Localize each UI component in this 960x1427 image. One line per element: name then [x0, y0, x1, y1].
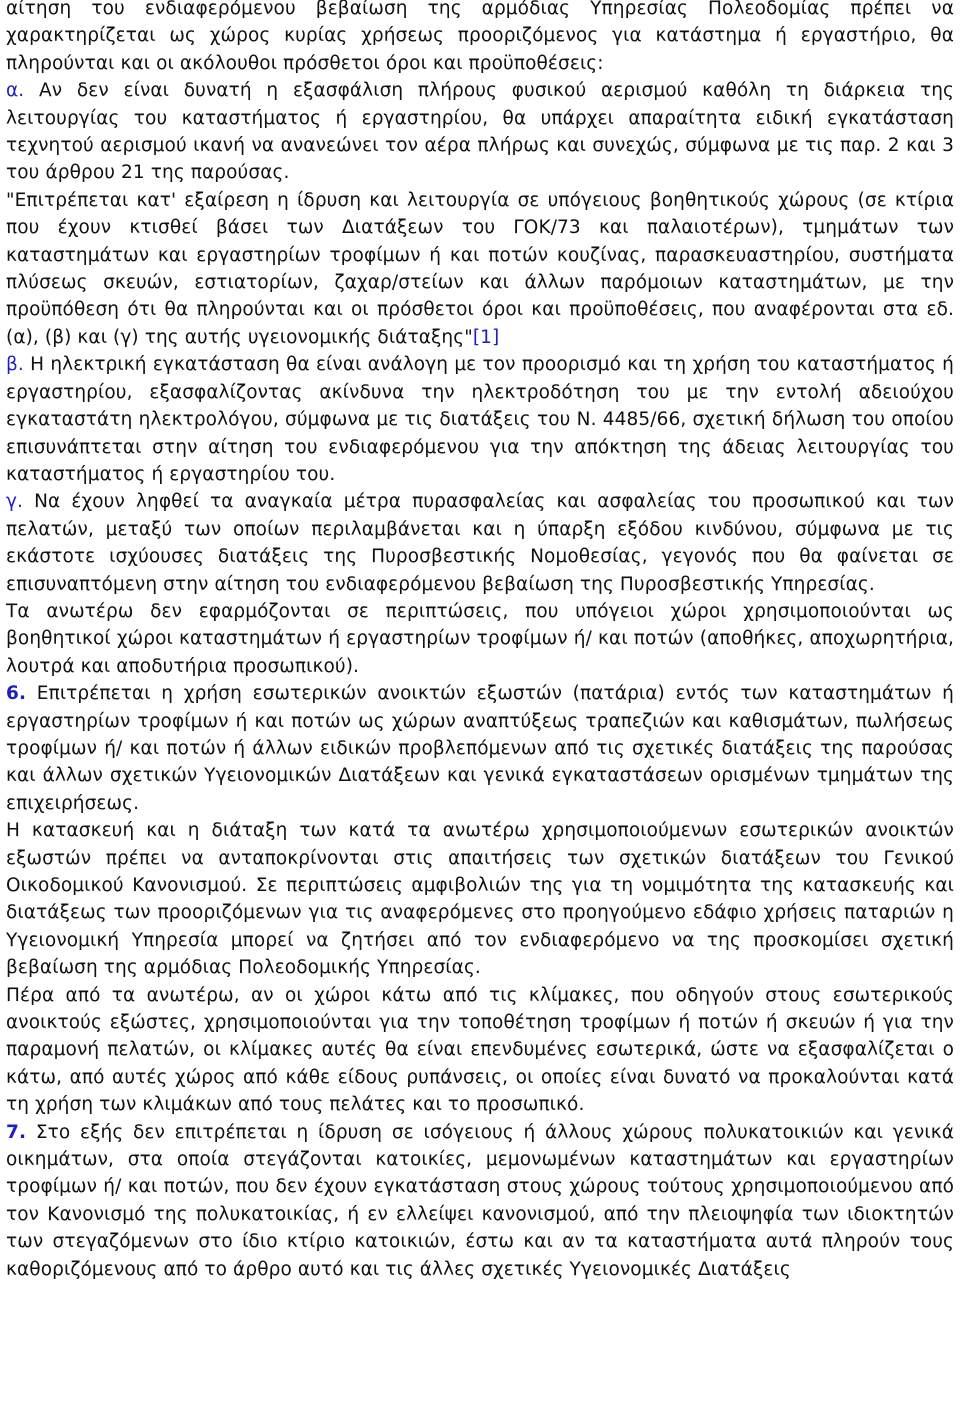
paragraph-text: Στο εξής δεν επιτρέπεται η ίδρυση σε ισόγειους ή άλλους χώρους πολυκατοικιών και γενικά οικημάτων, στα οποία στεγάζονται κατοικίες, μεμονωμένων καταστημάτων και εργαστηρίων τροφίμων ή/ και ποτών, που δεν έχουν εγκατάσταση στους χώρους τούτους χρησιμοποιούμενου από τον Κανονισμό της πολυκατοικίας, ή εν ελλείψει κανονισμού, από την πλειοψηφία των ιδιοκτητών των στεγαζόμενων στο ίδιο κτίριο κατοικιών, έστω και αν τα καταστήματα αυτά πληρούν τους καθοριζόμενους από το άρθρο αυτό και τις άλλες σχετικές Υγειονομικές Διατάξεις — [6, 1121, 954, 1280]
section-6 — [6, 680, 954, 817]
section-number: 7. — [6, 1121, 27, 1143]
clause-a — [6, 77, 954, 187]
clause-marker: γ. — [6, 491, 24, 513]
exemption-paragraph — [6, 598, 954, 680]
document-body — [6, 0, 954, 1283]
quoted-exception — [6, 187, 954, 351]
clause-b — [6, 351, 954, 488]
paragraph-text: Η ηλεκτρική εγκατάσταση θα είναι ανάλογη με τον προορισμό και τη χρήση του καταστήματος ή εργαστηρίου, εξασφαλίζοντας ακίνδυνα την ηλεκτροδότηση του με την εντολή αδειούχου εγκαταστάτη ηλεκτρολόγου, σύμφωνα με τις διατάξεις του Ν. 4485/66, σχετική δήλωση του οποίου επισυνάπτεται στην αίτηση του ενδιαφερόμενου για την απόκτηση της άδειας λειτουργίας του καταστήματος ή εργαστηρίου του. — [6, 354, 954, 485]
paragraph-text: Αν δεν είναι δυνατή η εξασφάλιση πλήρους φυσικού αερισμού καθόλη τη διάρκεια της λειτουργίας του καταστήματος ή εργαστηρίου, θα υπάρχει απαραίτητα ειδική εγκατάσταση τεχνητού αερισμού ικανή να ανανεώνει τον αέρα πλήρως και συνεχώς, σύμφωνα με τις παρ. 2 και 3 του άρθρου 21 της παρούσας. — [6, 80, 954, 184]
paragraph-text: Επιτρέπεται η χρήση εσωτερικών ανοικτών εξωστών (πατάρια) εντός των καταστημάτων ή εργαστηρίων τροφίμων ή και ποτών ως χώρων αναπτύξεως τραπεζιών και καθισμάτων, πωλήσεως τροφίμων ή/ και ποτών ή άλλων ειδικών προβλεπόμενων από τις σχετικές διατάξεις της παρούσας και άλλων σχετικών Υγειονομικών Διατάξεων και γενικά εγκαταστάσεων ορισμένων τμημάτων της επιχειρήσεως. — [6, 683, 954, 814]
stairs-paragraph — [6, 982, 954, 1119]
paragraph-text: αίτηση του ενδιαφερόμενου βεβαίωση της αρμόδιας Υπηρεσίας Πολεοδομίας πρέπει να χαρακτηρίζεται ως χώρος κυρίας χρήσεως προοριζόμενος για κατάστημα ή εργαστήριο, θα πληρούνται και οι ακόλουθοι πρόσθετοι όροι και προϋποθέσεις: — [6, 0, 954, 74]
intro-paragraph — [6, 0, 954, 77]
construction-paragraph — [6, 817, 954, 981]
section-number: 6. — [6, 683, 27, 705]
clause-marker: α. — [6, 80, 25, 102]
paragraph-text: Η κατασκευή και η διάταξη των κατά τα ανωτέρω χρησιμοποιούμενων εσωτερικών ανοικτών εξωστών πρέπει να ανταποκρίνονται στις απαιτήσεις των σχετικών διατάξεων του Γενικού Οικοδομικού Κανονισμού. Σε περιπτώσεις αμφιβολιών της για τη νομιμότητα της κατασκευής και διατάξεως των προοριζόμενων για τις αναφερόμενες στο προηγούμενο εδάφιο χρήσεις παταριών η Υγειονομική Υπηρεσία μπορεί να ζητήσει από τον ενδιαφερόμενο να της προσκομίσει σχετική βεβαίωση της αρμόδιας Πολεοδομικής Υπηρεσίας. — [6, 820, 954, 979]
clause-marker: β. — [6, 354, 24, 376]
paragraph-text: "Επιτρέπεται κατ' εξαίρεση η ίδρυση και λειτουργία σε υπόγειους βοηθητικούς χώρους (σε κτίρια που έχουν κτισθεί βάσει των Διατάξεων του ΓΟΚ/73 και παλαιοτέρων), τμημάτων των καταστημάτων και εργαστηρίων τροφίμων ή και ποτών κουζίνας, παρασκευαστηρίου, συστήματα πλύσεως σκευών, εστιατορίων, ζαχαρ/στείων και άλλων παρόμοιων καταστημάτων, με την προϋπόθεση ότι θα πληρούνται και οι πρόσθετοι όροι και προϋποθέσεις, που αναφέρονται στα εδ. (α), (β) και (γ) της αυτής υγειονομικής διάταξης" — [6, 189, 954, 348]
clause-c — [6, 488, 954, 598]
paragraph-text: Τα ανωτέρω δεν εφαρμόζονται σε περιπτώσεις, που υπόγειοι χώροι χρησιμοποιούνται ως βοηθητικοί χώροι καταστημάτων ή εργαστηρίων τροφίμων ή/ και ποτών (αποθήκες, αποχωρητήρια, λουτρά και αποδυτήρια προσωπικού). — [6, 600, 954, 677]
section-7 — [6, 1119, 954, 1283]
footnote-link[interactable]: [1] — [472, 326, 500, 348]
paragraph-text: Πέρα από τα ανωτέρω, αν οι χώροι κάτω από τις κλίμακες, που οδηγούν στους εσωτερικούς ανοικτούς εξώστες, χρησιμοποιούνται για την τοποθέτηση τροφίμων ή ποτών ή σκευών ή για την παραμονή πελατών, οι κλίμακες αυτές θα είναι επενδυμένες εσωτερικά, ώστε να εξασφαλίζεται ο κάτω, από αυτές χώρος από κάθε είδους ρυπάνσεις, οι οποίες είναι δυνατό να προκαλούνται κατά τη χρήση των κλιμάκων από τους πελάτες και το προσωπικό. — [6, 984, 954, 1116]
paragraph-text: Να έχουν ληφθεί τα αναγκαία μέτρα πυρασφαλείας και ασφαλείας του προσωπικού και των πελατών, μεταξύ των οποίων περιλαμβάνεται και η ύπαρξη εξόδου κινδύνου, σύμφωνα με τις εκάστοτε ισχύουσες διατάξεις της Πυροσβεστικής Νομοθεσίας, γεγονός που θα φαίνεται σε επισυναπτόμενη στην αίτηση του ενδιαφερόμενου βεβαίωση της Πυροσβεστικής Υπηρεσίας. — [6, 491, 954, 595]
